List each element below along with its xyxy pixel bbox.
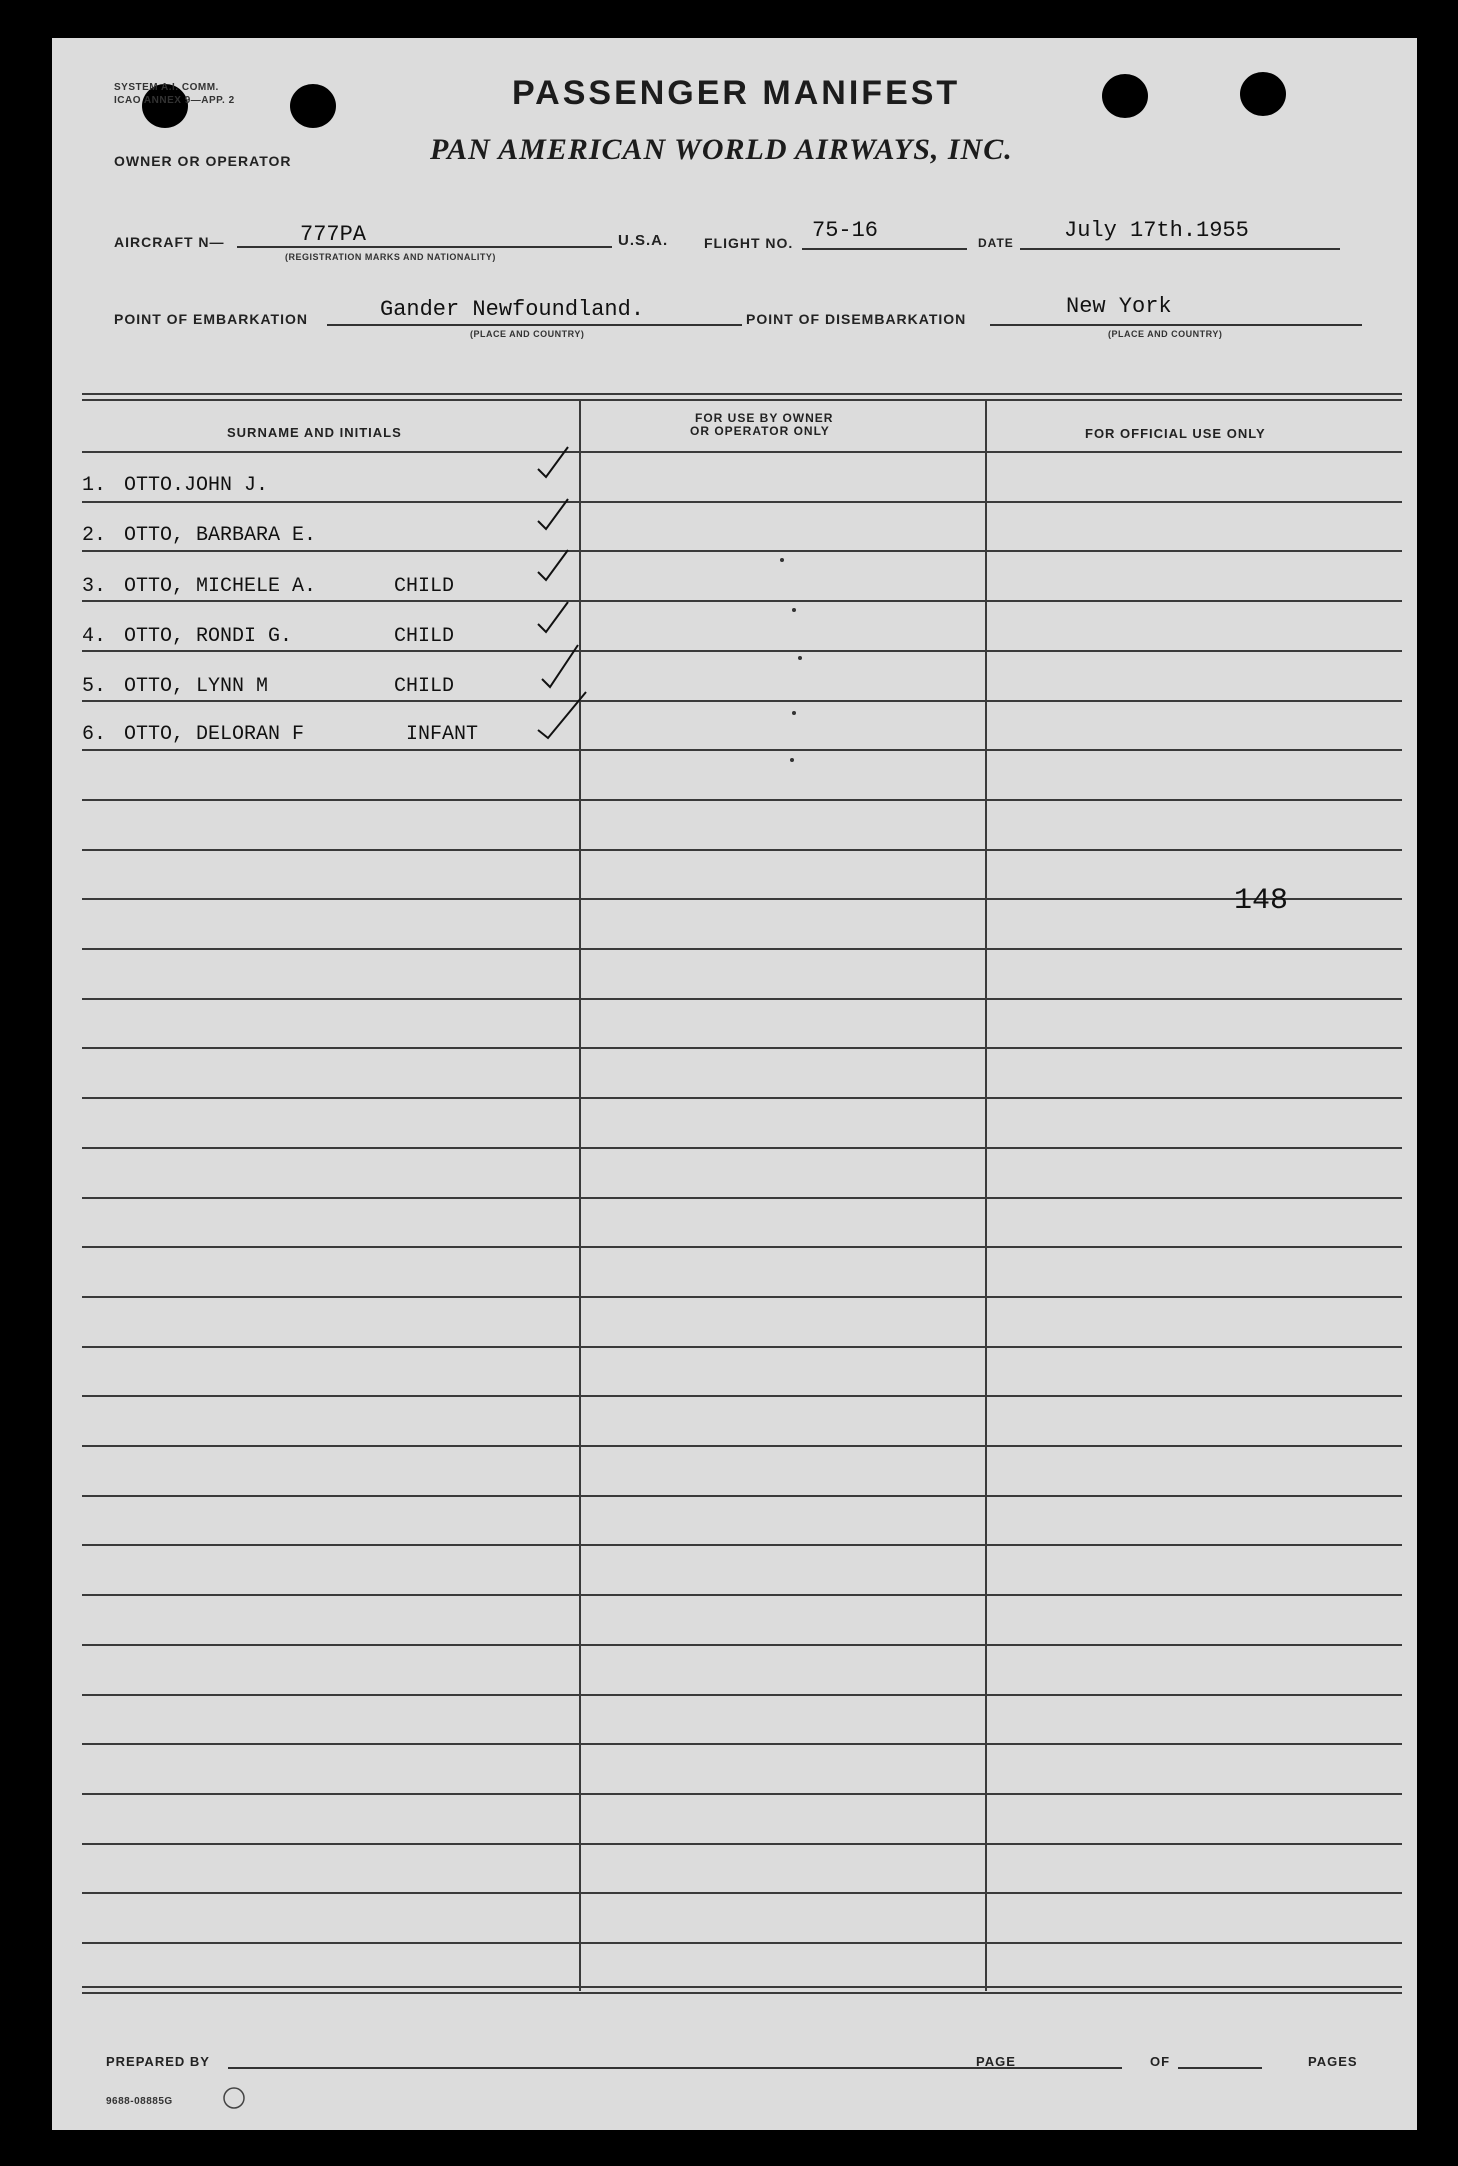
- embarkation-field-line: [327, 324, 742, 326]
- table-top-rule: [82, 393, 1402, 395]
- table-row-rule: [82, 1594, 1402, 1596]
- table-row-rule: [82, 1246, 1402, 1248]
- table-row-rule: [82, 948, 1402, 950]
- table-bottom-rule: [82, 1992, 1402, 1994]
- row-number: 3.: [82, 575, 107, 598]
- prepared-by-line: [228, 2067, 1026, 2069]
- row-number: 5.: [82, 675, 107, 698]
- col-header-official: FOR OFFICIAL USE ONLY: [1085, 426, 1266, 441]
- manifest-sheet: [52, 38, 1417, 2130]
- disembarkation-value: New York: [1066, 294, 1172, 319]
- col-header-owner-line1: FOR USE BY OWNER: [695, 411, 834, 425]
- table-row-rule: [82, 1047, 1402, 1049]
- table-row-rule: [82, 1793, 1402, 1795]
- check-mark-icon: [534, 688, 590, 744]
- check-mark-icon: [534, 546, 574, 586]
- flight-field-line: [802, 248, 967, 250]
- owner-label: OWNER OR OPERATOR: [114, 153, 292, 169]
- aircraft-label: AIRCRAFT N—: [114, 234, 225, 250]
- row-number: 1.: [82, 474, 107, 497]
- col-header-surname: SURNAME AND INITIALS: [227, 425, 402, 440]
- table-row-rule: [82, 1097, 1402, 1099]
- prepared-by-label: PREPARED BY: [106, 2054, 210, 2069]
- date-label: DATE: [978, 236, 1014, 250]
- passenger-category: CHILD: [394, 575, 455, 598]
- check-mark-icon: [534, 598, 574, 638]
- column-divider: [985, 401, 987, 1991]
- passenger-name: OTTO.JOHN J.: [124, 474, 269, 497]
- approval-line-2: ICAO ANNEX 9—APP. 2: [114, 95, 235, 106]
- table-row-rule: [82, 1942, 1402, 1944]
- passenger-name: OTTO, LYNN M: [124, 675, 269, 698]
- table-row-rule: [82, 1296, 1402, 1298]
- table-row-rule: [82, 1346, 1402, 1348]
- punch-hole: [1102, 74, 1148, 118]
- row-number: 2.: [82, 524, 107, 547]
- disembarkation-field-line: [990, 324, 1362, 326]
- of-label: OF: [1150, 2054, 1171, 2069]
- table-row-rule: [82, 998, 1402, 1000]
- pencil-dots: [722, 508, 822, 768]
- punch-hole: [1240, 72, 1286, 116]
- table-row-rule: [82, 1843, 1402, 1845]
- table-row-rule: [82, 1197, 1402, 1199]
- aircraft-field-line: [237, 246, 612, 248]
- date-field-line: [1020, 248, 1340, 250]
- row-number: 6.: [82, 723, 107, 746]
- table-row-rule: [82, 1694, 1402, 1696]
- table-row-rule: [82, 1644, 1402, 1646]
- disembarkation-caption: (PLACE AND COUNTRY): [1108, 329, 1223, 339]
- table-row-rule: [82, 501, 1402, 503]
- col-header-owner-line2: OR OPERATOR ONLY: [690, 424, 830, 438]
- check-mark-icon: [538, 641, 588, 691]
- table-row-rule: [82, 1544, 1402, 1546]
- pages-label: PAGES: [1308, 2054, 1358, 2069]
- embarkation-value: Gander Newfoundland.: [380, 297, 645, 322]
- table-row-rule: [82, 849, 1402, 851]
- passenger-name: OTTO, DELORAN F: [124, 723, 305, 746]
- row-number: 4.: [82, 625, 107, 648]
- page-line: [1026, 2067, 1122, 2069]
- table-row-rule: [82, 1743, 1402, 1745]
- flight-label: FLIGHT NO.: [704, 235, 794, 251]
- column-divider: [579, 401, 581, 1991]
- table-row-rule: [82, 451, 1402, 453]
- aircraft-value: 777PA: [300, 222, 367, 247]
- page-title: PASSENGER MANIFEST: [512, 74, 961, 112]
- page-label: PAGE: [976, 2054, 1016, 2069]
- passenger-category: INFANT: [406, 723, 479, 746]
- of-line: [1178, 2067, 1262, 2069]
- passenger-name: OTTO, BARBARA E.: [124, 524, 317, 547]
- registration-caption: (REGISTRATION MARKS AND NATIONALITY): [285, 252, 496, 262]
- table-bottom-rule: [82, 1986, 1402, 1988]
- table-row-rule: [82, 1445, 1402, 1447]
- embarkation-label: POINT OF EMBARKATION: [114, 311, 308, 327]
- airline-name: PAN AMERICAN WORLD AIRWAYS, INC.: [430, 133, 1013, 166]
- punch-hole: [290, 84, 336, 128]
- disembarkation-label: POINT OF DISEMBARKATION: [746, 311, 967, 327]
- official-note: 148: [1234, 884, 1289, 918]
- passenger-name: OTTO, RONDI G.: [124, 625, 293, 648]
- embarkation-caption: (PLACE AND COUNTRY): [470, 329, 585, 339]
- table-row-rule: [82, 898, 1402, 900]
- check-mark-icon: [534, 443, 574, 483]
- table-row-rule: [82, 1892, 1402, 1894]
- check-mark-icon: [534, 495, 574, 535]
- table-top-rule: [82, 399, 1402, 401]
- date-value: July 17th.1955: [1064, 218, 1249, 243]
- approval-line-1: SYSTEM A.I. COMM.: [114, 82, 219, 93]
- passenger-name: OTTO, MICHELE A.: [124, 575, 317, 598]
- table-row-rule: [82, 1395, 1402, 1397]
- printer-stamp-icon: [220, 2084, 248, 2112]
- passenger-category: CHILD: [394, 625, 455, 648]
- table-row-rule: [82, 799, 1402, 801]
- table-row-rule: [82, 1147, 1402, 1149]
- form-number: 9688-08885G: [106, 2096, 173, 2107]
- usa-label: U.S.A.: [618, 232, 669, 249]
- flight-value: 75-16: [812, 218, 879, 243]
- table-row-rule: [82, 1495, 1402, 1497]
- passenger-category: CHILD: [394, 675, 455, 698]
